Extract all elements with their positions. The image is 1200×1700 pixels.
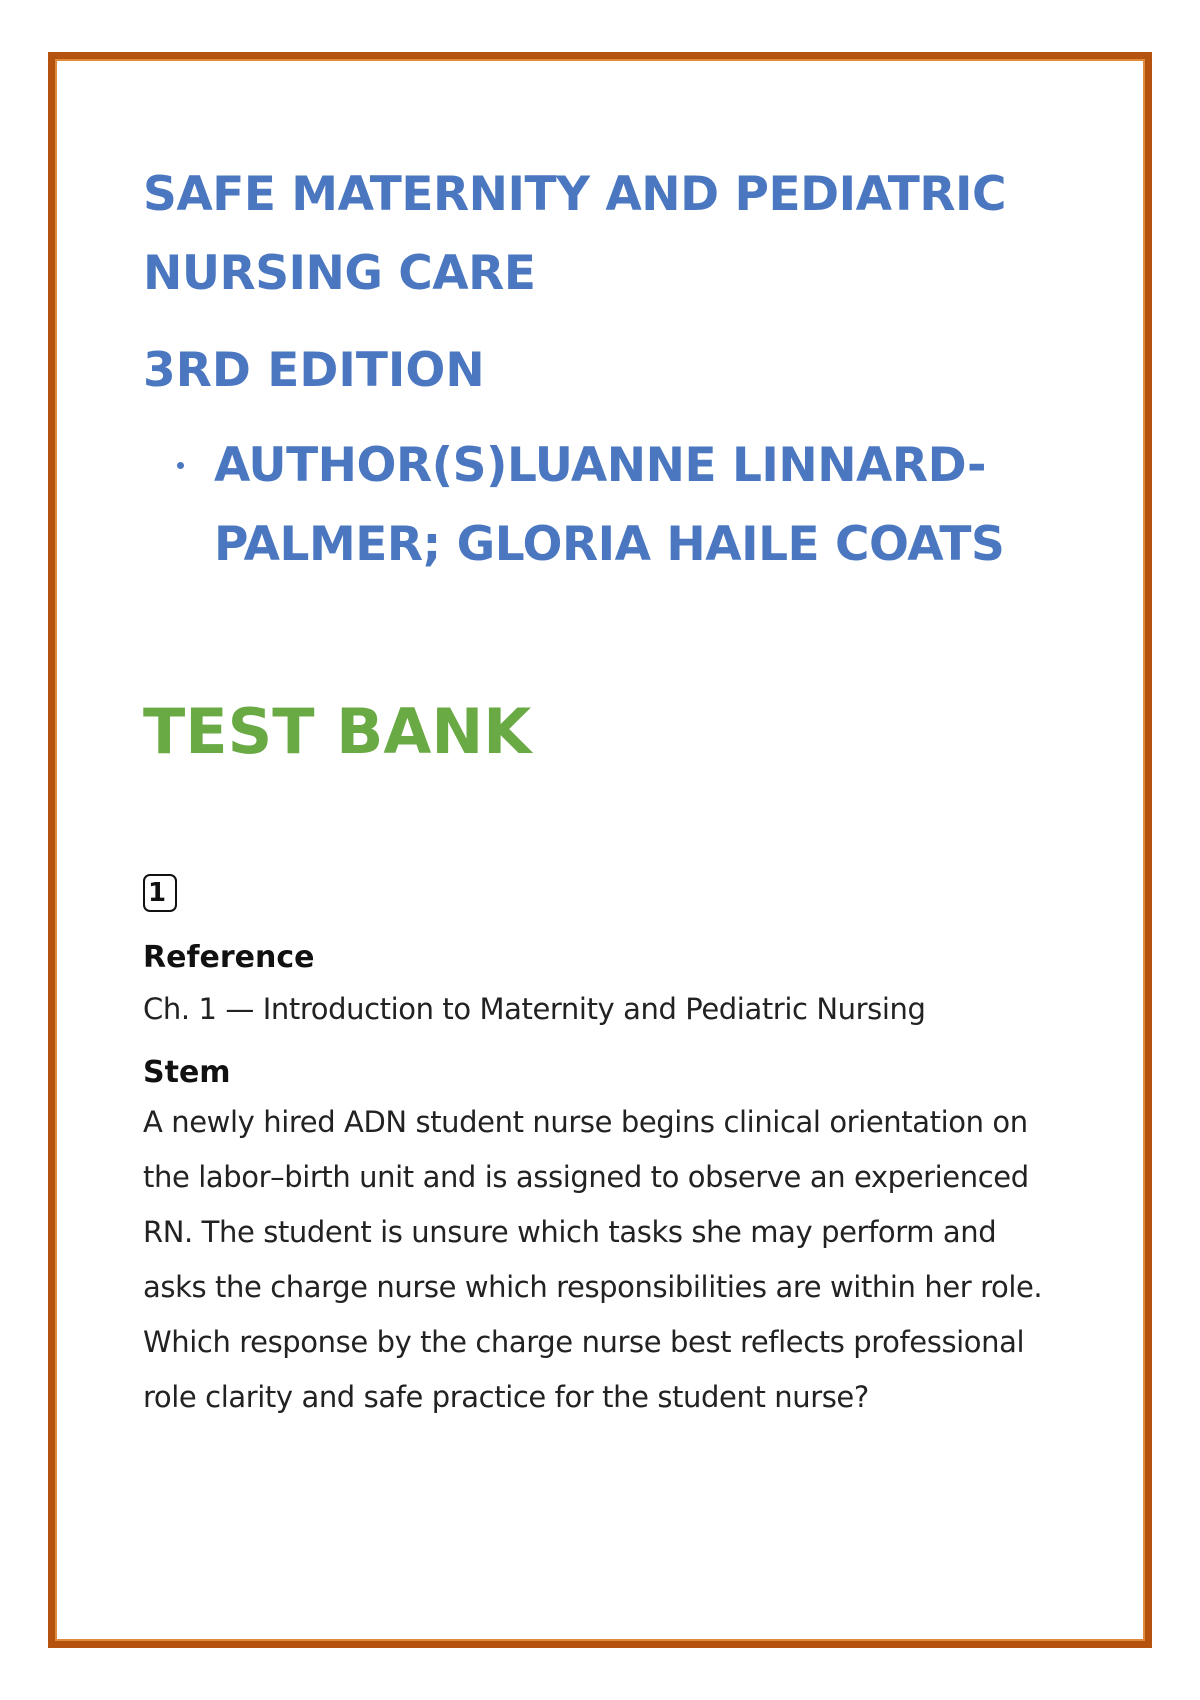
bullet-icon [177,462,184,469]
stem-line: the labor–birth unit and is assigned to observe an experienced [143,1160,1029,1194]
author-line-1: AUTHOR(S)LUANNE LINNARD- [214,438,987,493]
question-number-badge: 1 [143,874,177,912]
stem-line: A newly hired ADN student nurse begins clinical orientation on [143,1105,1028,1139]
reference-text: Ch. 1 — Introduction to Maternity and Pediatric Nursing [143,992,926,1026]
stem-line: Which response by the charge nurse best reflects professional [143,1325,1025,1359]
authors-list-item [143,426,1083,584]
test-bank-heading: TEST BANK [143,695,532,768]
stem-text [143,1097,1083,1423]
edition-label: 3RD EDITION [143,343,485,398]
book-title-line-1: SAFE MATERNITY AND PEDIATRIC [143,167,1007,222]
book-title-line-2: NURSING CARE [143,246,536,301]
reference-label: Reference [143,940,315,975]
stem-line: role clarity and safe practice for the student nurse? [143,1380,869,1414]
page-content [143,155,1083,1423]
author-line-2: PALMER; GLORIA HAILE COATS [214,517,1005,572]
stem-line: asks the charge nurse which responsibilities are within her role. [143,1270,1043,1304]
stem-line: RN. The student is unsure which tasks she may perform and [143,1215,997,1249]
stem-label: Stem [143,1055,231,1090]
